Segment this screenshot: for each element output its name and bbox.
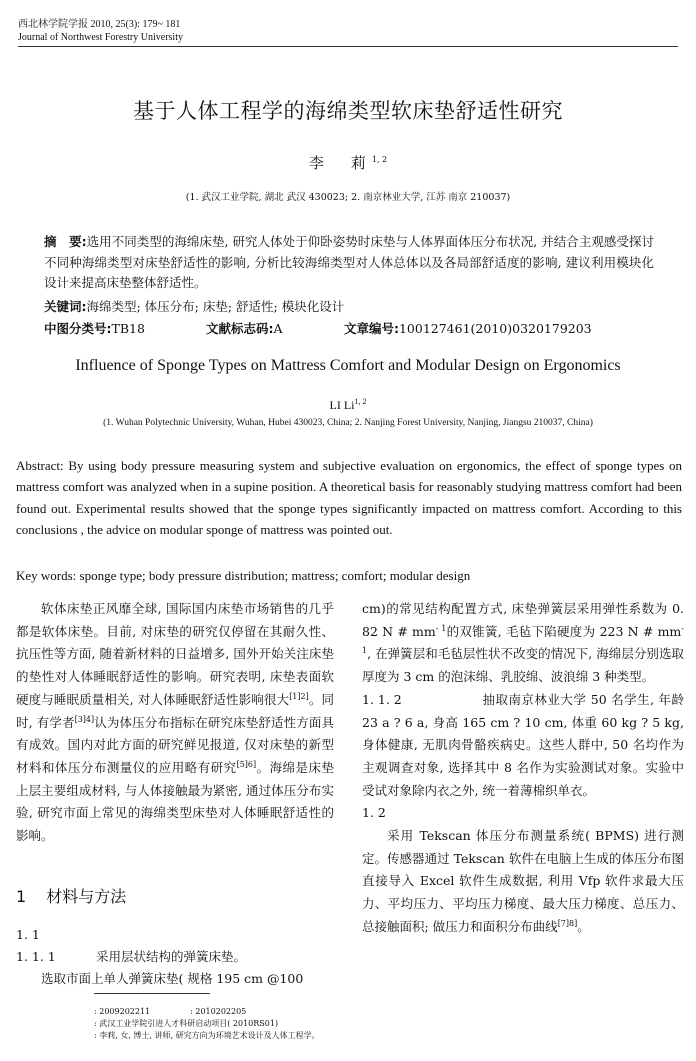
keywords-label-cn: 关键词: xyxy=(44,299,87,314)
doc-code-value: A xyxy=(273,321,283,336)
section-1-1-block xyxy=(16,924,334,990)
unit-exponent: - 1 xyxy=(435,623,447,633)
article-number-label: 文章编号: xyxy=(343,321,399,336)
footnote-divider xyxy=(94,993,210,994)
intro-text-1: 软体床垫正风靡全球, 国际国内床垫市场销售的几乎都是软体床垫。目前, 对床垫的研究仅停留在其耐久性、抗压性等方面, 随着新材料的日益增多, 国外开始关注床垫的垫性对人体睡眠舒适性的影响。研究表明, 床垫表面软硬度与睡眠质量相关, 对人体睡眠舒适性影响很大 xyxy=(16,601,334,707)
subsection-number: 1. 1. 2 xyxy=(362,691,402,707)
author-en xyxy=(0,398,696,413)
intro-paragraph xyxy=(16,598,334,848)
subsection-1-2: 1. 2 xyxy=(362,805,386,821)
subsection-1-1-1-cont: 选取市面上单人弹簧床垫( 规格 195 cm @100 xyxy=(41,971,304,986)
author-name-en: LI Li xyxy=(329,398,355,412)
subsection-1-1: 1. 1 xyxy=(16,927,40,942)
section-title: 材料与方法 xyxy=(46,887,127,906)
section-heading-1 xyxy=(16,884,146,907)
abstract-label-en: Abstract: xyxy=(16,458,64,473)
citation-ref: [5]6] xyxy=(236,759,257,769)
author-en-affiliation-marker: 1, 2 xyxy=(354,397,367,406)
keywords-text-en: sponge type; body pressure distribution; mattress; comfort; modular design xyxy=(79,568,471,583)
paper-title-cn: 基于人体工程学的海绵类型软床垫舒适性研究 xyxy=(133,99,563,123)
abstract-text-cn: 选用不同类型的海绵床垫, 研究人体处于仰卧姿势时床垫与人体界面体压分布状况, 并结合主观感受探讨不同种海绵类型对床垫舒适性的影响, 分析比较海绵类型对人体总体以及各局部舒适度的影响, 建议利用模块化设计来提高床垫整体舒适性。 xyxy=(44,234,655,290)
method-text: 采用 Tekscan 体压分布测量系统( BPMS) 进行测定。传感器通过 Tekscan 软件在电脑上生成的体压分布图直接导入 Excel 软件生成数据, 利用 Vfp 软件求最大压力、平均压力、平均压力梯度、最大压力梯度、总压力、总接触面积; 做压力和面积分布曲线 xyxy=(362,828,684,934)
body-column-left xyxy=(16,598,334,848)
mattress-spec-paragraph xyxy=(362,598,684,689)
intro-text-4: 。海绵是床垫上层主要组成材料, 与人体接触最为紧密, 通过体压分布实验, 研究市面上常见的海绵类型床垫对人体睡眠舒适性的影响。 xyxy=(16,759,334,844)
clc-label: 中图分类号: xyxy=(44,321,112,336)
citation-ref: [3]4] xyxy=(74,714,95,724)
subsection-text: 采用层状结构的弹簧床垫。 xyxy=(96,949,247,964)
footnotes xyxy=(94,1006,534,1042)
footnote-funding: : 武汉工业学院引进人才科研启动项目( 2010RS01) xyxy=(94,1019,279,1028)
spec-text-2: 的双锥簧, 毛毡下陷硬度为 223 N # mm xyxy=(446,623,682,639)
article-number-value: 100127461(2010)0320179203 xyxy=(398,321,592,336)
journal-citation-cn: 西北林学院学报 2010, 25(3): 179~ 181 xyxy=(18,19,181,30)
clc-value: TB18 xyxy=(111,321,145,336)
abstract-cn xyxy=(44,232,654,294)
keywords-en xyxy=(16,566,682,586)
paper-title-en: Influence of Sponge Types on Mattress Comfort and Modular Design on Ergonomics xyxy=(75,357,621,374)
abstract-en xyxy=(16,455,682,540)
footnote-author-bio: : 李莉, 女, 博士, 讲师, 研究方向为环境艺术设计及人体工程学。 xyxy=(94,1031,320,1040)
subsection-number: 1. 1. 1 xyxy=(16,949,56,964)
author-name-cn: 李 莉 xyxy=(308,154,372,172)
header-divider xyxy=(18,46,678,47)
author-cn xyxy=(0,152,696,173)
spec-text-3: , 在弹簧层和毛毡层性状不改变的情况下, 海绵层分别选取厚度为 3 cm 的泡沫绵、乳胶绵、波浪绵 3 种类型。 xyxy=(362,646,684,685)
section-number: 1 xyxy=(16,887,27,906)
subsection-1-1-2 xyxy=(362,689,684,803)
method-text-end: 。 xyxy=(577,918,590,934)
intro-text-2: 。同时, 有学者 xyxy=(16,691,334,730)
unit-exponent: - 1 xyxy=(362,623,684,656)
abstract-label-cn: 摘 要: xyxy=(44,234,87,249)
spec-text-1: cm)的常见结构配置方式, 床垫弹簧层采用弹性系数为 0. 82 N # mm xyxy=(362,601,684,639)
keywords-text-cn: 海绵类型; 体压分布; 床垫; 舒适性; 模块化设计 xyxy=(86,299,345,314)
citation-ref: [1]2] xyxy=(289,691,309,701)
classification-row xyxy=(44,319,654,339)
keywords-cn xyxy=(44,297,654,317)
subsection-1-2-text xyxy=(362,825,684,939)
author-affiliation-marker: 1, 2 xyxy=(371,155,388,164)
abstract-text-en: By using body pressure measuring system and subjective evaluation on ergonomics, the effect of sponge types on mattress comfort was analyzed when in a supine position. A theoretical basis for reasonably studying mattress comfort had been found out. Experimental results showed that the sponge types significantly impacted on mattress comfort. According to this conclusions , the advice on modular sponge of mattress was pointed out. xyxy=(16,458,682,537)
affiliation-en: (1. Wuhan Polytechnic University, Wuhan, Hubei 430023, China; 2. Nanjing Forest University, Nanjing, Jiangsu 210037, China) xyxy=(103,418,593,428)
footnote-dates: : 2009202211 : 2010202205 xyxy=(94,1007,247,1016)
affiliation-cn: (1. 武汉工业学院, 湖北 武汉 430023; 2. 南京林业大学, 江苏 南京 210037) xyxy=(185,192,511,203)
keywords-label-en: Key words: xyxy=(16,568,77,583)
subsection-1-1-1 xyxy=(16,946,334,968)
body-column-right xyxy=(362,598,684,939)
intro-text-3: 认为体压分布指标在研究床垫舒适性方面具有成效。国内对此方面的研究鲜见报道, 仅对床垫的新型材料和体压分布测量仪的应用略有研究 xyxy=(16,714,334,775)
citation-ref: [7]8] xyxy=(557,918,578,928)
doc-code-label: 文献标志码: xyxy=(205,321,274,336)
subsection-text: 抽取南京林业大学 50 名学生, 年龄 23 a ? 6 a, 身高 165 cm ? 10 cm, 体重 60 kg ? 5 kg, 身体健康, 无肌肉骨骼疾病史。这些人群中, 50 名均作为主观调查对象, 选择其中 8 名作为实验测试对象。实验中受试对象除内衣之外, 统一着薄棉织单衣。 xyxy=(362,691,684,798)
journal-name-en: Journal of Northwest Forestry University xyxy=(18,32,183,43)
